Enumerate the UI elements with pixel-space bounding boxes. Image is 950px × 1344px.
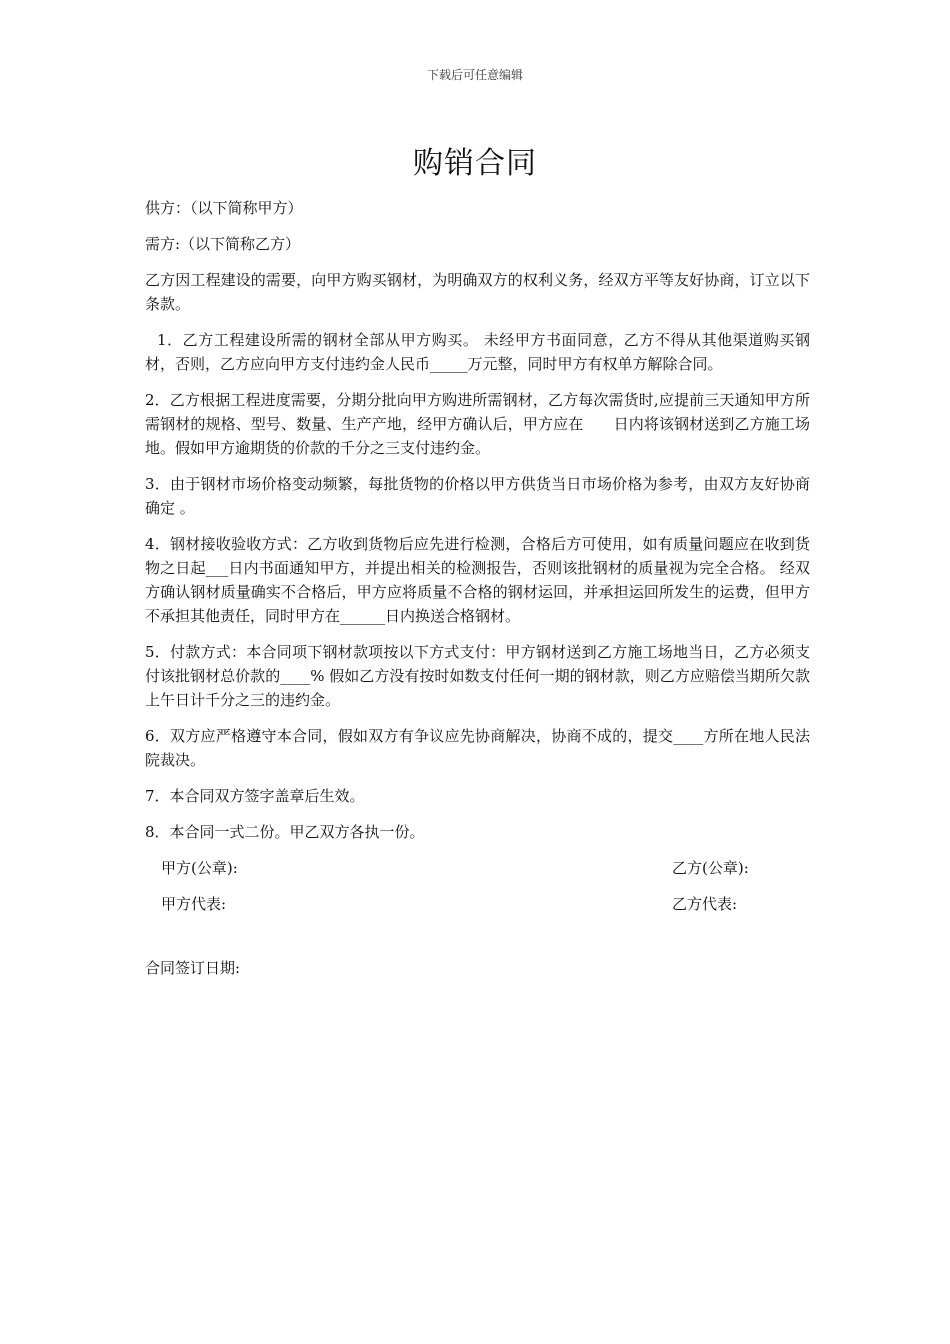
party-b-seal-label: 乙方(公章): bbox=[672, 859, 749, 877]
party-b-rep-label: 乙方代表: bbox=[672, 895, 738, 913]
buyer-line: 需方:（以下简称乙方） bbox=[145, 235, 301, 253]
party-a-rep-label: 甲方代表: bbox=[161, 895, 227, 913]
supplier-line: 供方：（以下简称甲方） bbox=[145, 199, 303, 217]
party-a-seal-label: 甲方(公章): bbox=[161, 859, 238, 877]
seal-row bbox=[145, 856, 810, 880]
intro-paragraph: 乙方因工程建设的需要，向甲方购买钢材，为明确双方的权利义务，经双方平等友好协商，订立以下条款。 bbox=[145, 271, 810, 313]
clause-4: 4．钢材接收验收方式：乙方收到货物后应先进行检测，合格后方可使用，如有质量问题应在收到货物之日起___日内书面通知甲方，并提出相关的检测报告，否则该批钢材的质量视为完全合格。 经双方确认钢材质量确实不合格后，甲方应将质量不合格的钢材运回，并承担运回所发生的运费，但甲方不承担其他责任，同时甲方在______日内换送合格钢材。 bbox=[145, 535, 810, 625]
clause-7: 7．本合同双方签字盖章后生效。 bbox=[145, 787, 365, 805]
clause-3: 3．由于钢材市场价格变动频繁，每批货物的价格以甲方供货当日市场价格为参考，由双方友好协商确定 。 bbox=[145, 475, 810, 517]
clause-1: 1．乙方工程建设所需的钢材全部从甲方购买。 未经甲方书面同意，乙方不得从其他渠道购买钢材，否则，乙方应向甲方支付违约金人民币_____万元整，同时甲方有权单方解除合同。 bbox=[145, 331, 810, 373]
clause-6: 6．双方应严格遵守本合同，假如双方有争议应先协商解决，协商不成的，提交____方所在地人民法院裁决。 bbox=[145, 727, 810, 769]
contract-body bbox=[145, 196, 810, 992]
sign-date-label: 合同签订日期: bbox=[145, 959, 241, 977]
header-note: 下载后可任意编辑 bbox=[426, 68, 523, 82]
clause-8: 8．本合同一式二份。甲乙双方各执一份。 bbox=[145, 823, 425, 841]
clause-5: 5．付款方式：本合同项下钢材款项按以下方式支付：甲方钢材送到乙方施工场地当日，乙方必须支付该批钢材总价款的____% 假如乙方没有按时如数支付任何一期的钢材款，则乙方应赔偿当期所欠款上午日计千分之三的违约金。 bbox=[145, 643, 810, 709]
document-title: 购销合同 bbox=[413, 146, 537, 181]
representative-row bbox=[145, 892, 810, 916]
clause-2: 2．乙方根据工程进度需要，分期分批向甲方购进所需钢材，乙方每次需货时,应提前三天通知甲方所需钢材的规格、型号、数量、生产产地，经甲方确认后，甲方应在 日内将该钢材送到乙方施工场地。假如甲方逾期货的价款的千分之三支付违约金。 bbox=[145, 391, 810, 457]
